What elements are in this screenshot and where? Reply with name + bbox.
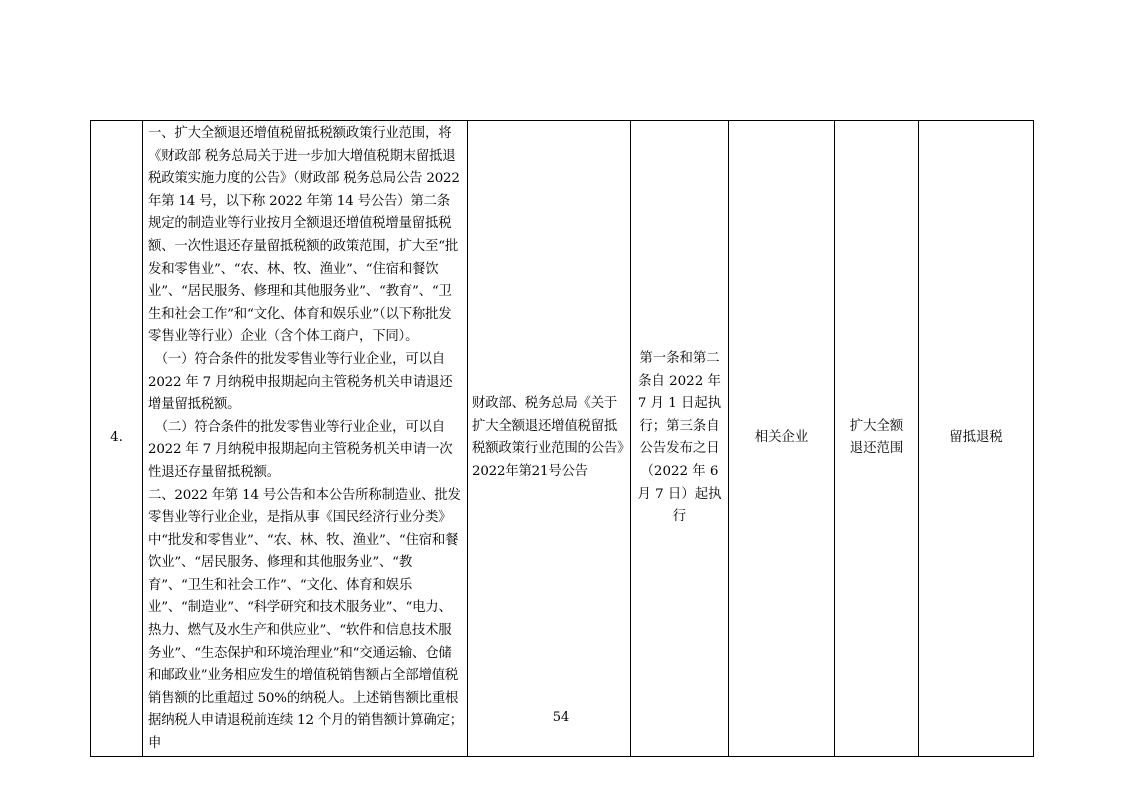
policy-table: [90, 120, 1034, 757]
content-paragraph: （二）符合条件的批发零售业等行业企业，可以自 2022 年 7 月纳税申报期起向主管税务机关申请一次性退还存量留抵税额。: [148, 419, 453, 480]
policy-scope-cell: 扩大全额退还范围: [835, 121, 919, 757]
content-paragraph: 一、扩大全额退还增值税留抵税额政策行业范围，将《财政部 税务总局关于进一步加大增值税期末留抵退税政策实施力度的公告》（财政部 税务总局公告 2022 年第 14 号，以下称 2022 年第 14 号公告）第二条规定的制造业等行业按月全额退还增值税增量留抵税额、一次性退还存量留抵税额的政策范围，扩大至“批发和零售业”、“农、林、牧、渔业”、“住宿和餐饮业”、“居民服务、修理和其他服务业”、“教育”、“卫生和社会工作”和“文化、体育和娱乐业”（以下称批发零售业等行业）企业（含个体工商户，下同）。: [148, 126, 460, 345]
table-row: [91, 121, 1034, 757]
category-cell: 留抵退税: [919, 121, 1034, 757]
document-cell: 财政部、税务总局《关于扩大全额退还增值税留抵税额政策行业范围的公告》2022年第21号公告: [468, 121, 631, 757]
page-number: 54: [552, 710, 570, 725]
content-paragraph: 二、2022 年第 14 号公告和本公告所称制造业、批发零售业等行业企业，是指从事《国民经济行业分类》中“批发和零售业”、“农、林、牧、渔业”、“住宿和餐饮业”、“居民服务、修理和其他服务业”、“教育”、“卫生和社会工作”、“文化、体育和娱乐业”、“制造业”、“科学研究和技术服务业”、“电力、热力、燃气及水生产和供应业”、“软件和信息技术服务业”、“生态保护和环境治理业”和“交通运输、仓储和邮政业”业务相应发生的增值税销售额占全部增值税销售额的比重超过 50%的纳税人。上述销售额比重根据纳税人申请退税前连续 12 个月的销售额计算确定；申: [148, 487, 463, 752]
row-number: 4.: [91, 121, 143, 757]
effective-time-cell: 第一条和第二条自 2022 年 7 月 1 日起执行；第三条自公告发布之日（2022 年 6 月 7 日）起执行: [631, 121, 729, 757]
policy-content-cell: [143, 121, 468, 757]
content-paragraph: （一）符合条件的批发零售业等行业企业，可以自 2022 年 7 月纳税申报期起向主管税务机关申请退还增量留抵税额。: [148, 351, 453, 413]
applicable-subject-cell: 相关企业: [729, 121, 835, 757]
